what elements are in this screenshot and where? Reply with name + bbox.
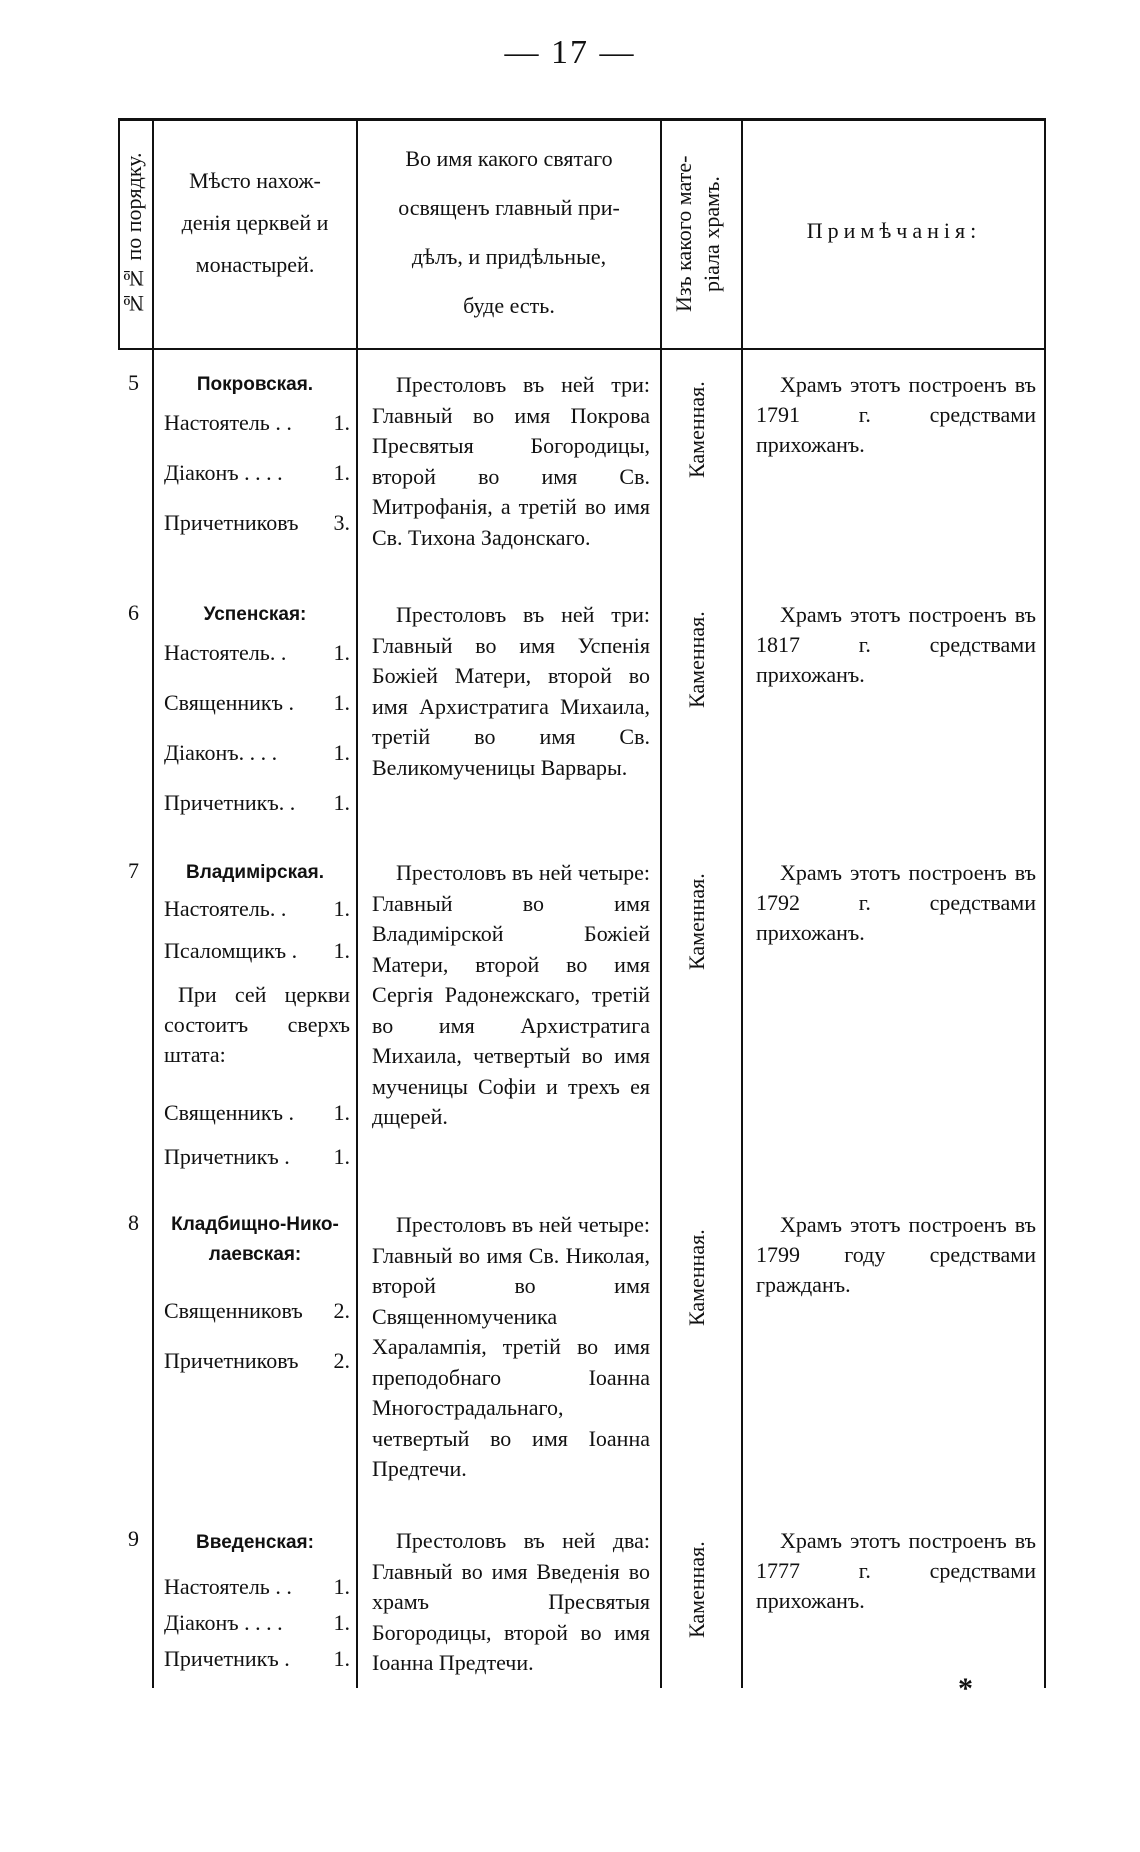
staff-row [164, 896, 350, 922]
header-number: №№ по порядку. [121, 152, 146, 316]
header-location-line: Мѣсто нахож- [189, 168, 321, 193]
staff-role: Настоятель . . [164, 1574, 292, 1599]
material: Каменная. [684, 873, 709, 970]
staff-row [164, 1144, 350, 1170]
staff-role: Причетниковъ [164, 1348, 299, 1373]
staff-count: 1. [333, 410, 350, 435]
row-number: 9 [128, 1526, 139, 1551]
col-divider-1 [152, 118, 154, 1688]
staff-row [164, 460, 350, 486]
staff-row [164, 410, 350, 436]
staff-row [164, 1646, 350, 1672]
staff-role: Причетникъ . [164, 1646, 290, 1671]
material: Каменная. [684, 611, 709, 708]
staff-row [164, 510, 350, 536]
staff-count: 2. [333, 1348, 350, 1373]
staff-count: 1. [333, 790, 350, 815]
staff-role: Священникъ . [164, 690, 294, 715]
row-number: 7 [128, 858, 139, 883]
header-dedication-line: Во имя какого святаго [405, 146, 613, 171]
staff-role: Діаконъ. . . . [164, 740, 278, 765]
staff-count: 2. [333, 1298, 350, 1323]
note: Храмъ этотъ построенъ въ 1791 г. средствами прихожанъ. [756, 372, 1036, 457]
staff-count: 1. [333, 1100, 350, 1125]
staff-count: 1. [333, 1610, 350, 1635]
church-name-line: Кладбищно-Нико- [171, 1214, 339, 1235]
staff-count: 1. [333, 460, 350, 485]
dedication: Престоловъ въ ней четыре: Главный во имя Св. Николая, второй во имя Священномученика Харалампія, третій во имя преподобнаго Іоанна Многострадальнаго, четвертый во имя Іоанна Предтечи. [372, 1212, 650, 1481]
header-dedication-line: буде есть. [463, 293, 555, 318]
staff-count: 1. [333, 938, 350, 963]
staff-role: Священниковъ [164, 1298, 303, 1323]
header-material-line: Изъ какого мате- [671, 155, 696, 313]
staff-count: 3. [333, 510, 350, 535]
material: Каменная. [684, 381, 709, 478]
church-name-line: лаевская: [208, 1244, 302, 1265]
header-notes: Примѣчанія: [806, 218, 982, 243]
church-table [118, 118, 1046, 1688]
header-dedication-line: освященъ главный при- [398, 195, 620, 220]
col-divider-3 [660, 118, 662, 1688]
staff-row [164, 690, 350, 716]
col-divider-4 [741, 118, 743, 1688]
staff-note: При сей церкви состоитъ сверхъ штата: [164, 982, 350, 1067]
staff-row [164, 1100, 350, 1126]
staff-count: 1. [333, 640, 350, 665]
staff-role: Настоятель. . [164, 640, 287, 665]
staff-row [164, 1348, 350, 1374]
staff-row [164, 740, 350, 766]
staff-row [164, 790, 350, 816]
header-dedication-line: дѣлъ, и придѣльные, [411, 244, 607, 269]
header-location-line: монастырей. [195, 252, 315, 277]
staff-count: 1. [333, 740, 350, 765]
staff-row [164, 1298, 350, 1324]
staff-role: Настоятель . . [164, 410, 292, 435]
header-dedication [358, 134, 660, 330]
dedication: Престоловъ въ ней четыре: Главный во имя Владимірской Божіей Матери, второй во имя Сергія Радонежскаго, третій во имя Архистратига Михаила, четвертый во имя мученицы Софіи и трехъ ея дщерей. [372, 860, 650, 1129]
staff-count: 1. [333, 896, 350, 921]
row-number: 5 [128, 370, 139, 395]
staff-count: 1. [333, 1646, 350, 1671]
note: Храмъ этотъ построенъ въ 1799 году средствами гражданъ. [756, 1212, 1036, 1297]
staff-role: Настоятель. . [164, 896, 287, 921]
staff-count: 1. [333, 1144, 350, 1169]
staff-role: Діаконъ . . . . [164, 460, 283, 485]
note: Храмъ этотъ построенъ въ 1817 г. средствами прихожанъ. [756, 602, 1036, 687]
dedication: Престоловъ въ ней два: Главный во имя Введенія во храмъ Пресвятыя Богородицы, второй во имя Іоанна Предтечи. [372, 1528, 650, 1675]
material: Каменная. [684, 1541, 709, 1638]
note: Храмъ этотъ построенъ въ 1792 г. средствами прихожанъ. [756, 860, 1036, 945]
staff-role: Діаконъ . . . . [164, 1610, 283, 1635]
header-location-line: денія церквей и [181, 210, 329, 235]
note: Храмъ этотъ построенъ въ 1777 г. средствами прихожанъ. [756, 1528, 1036, 1613]
staff-row [164, 1574, 350, 1600]
church-name: Введенская: [196, 1532, 314, 1553]
staff-row [164, 1610, 350, 1636]
col-divider-2 [356, 118, 358, 1688]
dedication: Престоловъ въ ней три: Главный во имя Покрова Пресвятыя Богородицы, второй во имя Св. Митрофанія, а третій во имя Св. Тихона Задонскаго. [372, 372, 650, 550]
row-number: 6 [128, 600, 139, 625]
staff-row [164, 640, 350, 666]
church-name: Владимірская. [185, 862, 325, 883]
staff-row [164, 938, 350, 964]
material: Каменная. [684, 1229, 709, 1326]
page-number: — 17 — [504, 34, 636, 71]
staff-role: Псаломщикъ . [164, 938, 298, 963]
header-material-line: ріала храмъ. [699, 176, 724, 292]
row-number: 8 [128, 1210, 139, 1235]
header-bottom-border [118, 348, 1046, 350]
asterisk-mark: * [958, 1672, 973, 1705]
church-name [154, 1210, 356, 1270]
church-name: Успенская: [203, 604, 307, 625]
table-right-border [1044, 118, 1046, 1688]
staff-role: Причетникъ . [164, 1144, 290, 1169]
staff-role: Причетниковъ [164, 510, 299, 535]
table-top-border [118, 118, 1046, 121]
header-location [154, 160, 356, 286]
church-name: Покровская. [196, 374, 314, 395]
header-material [670, 128, 732, 340]
staff-count: 1. [333, 690, 350, 715]
dedication: Престоловъ въ ней три: Главный во имя Успенія Божіей Матери, второй во имя Архистратига Михаила, третій во имя Св. Великомученицы Варвары. [372, 602, 650, 780]
staff-role: Священникъ . [164, 1100, 294, 1125]
staff-count: 1. [333, 1574, 350, 1599]
staff-role: Причетникъ. . [164, 790, 296, 815]
